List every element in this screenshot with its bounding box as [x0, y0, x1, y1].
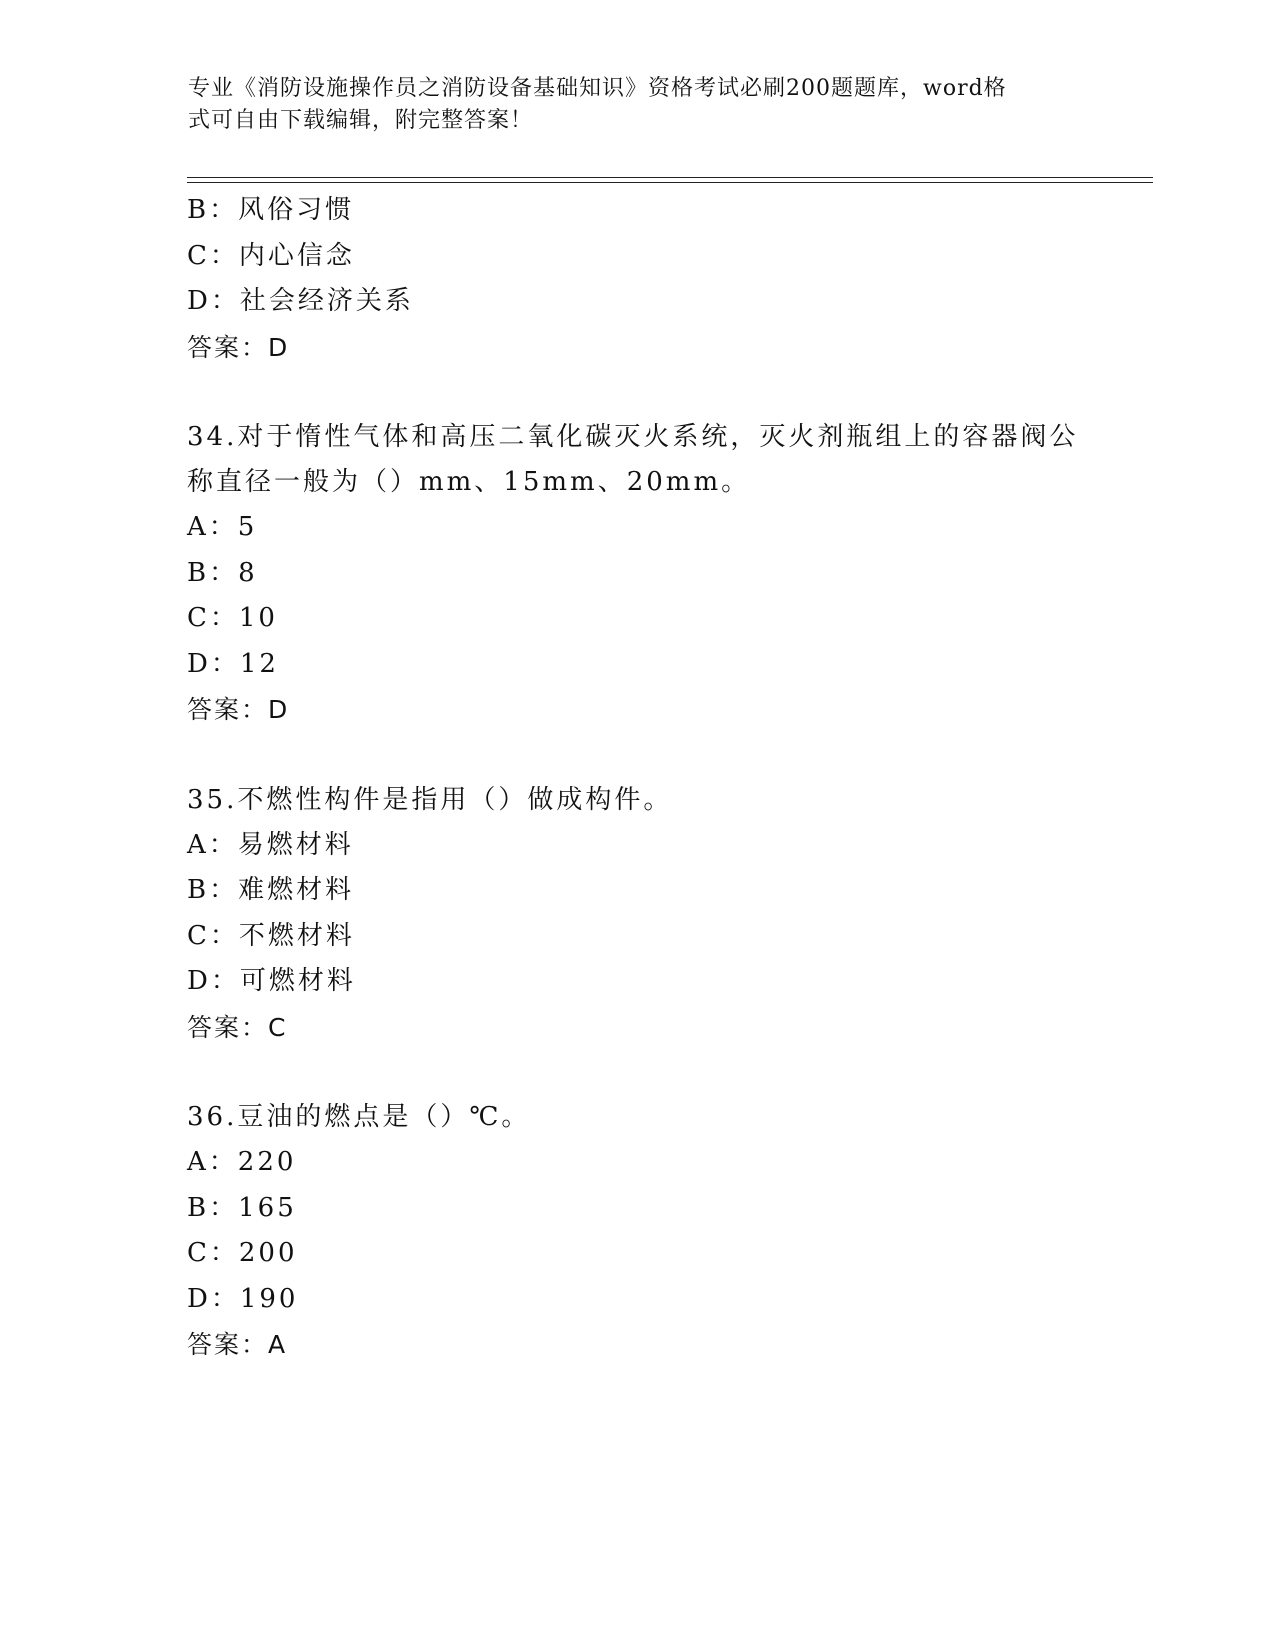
document-header — [188, 73, 1068, 137]
option-d: D：可燃材料 — [187, 966, 356, 996]
option-b: B：难燃材料 — [187, 875, 355, 905]
question-33-tail — [187, 188, 1087, 370]
answer: 答案：A — [187, 1330, 288, 1359]
answer: 答案：C — [187, 1012, 288, 1042]
header-rule-top — [187, 177, 1153, 178]
option-c: C：10 — [187, 603, 278, 633]
question-stem: 36.豆油的燃点是（）℃。 — [187, 1102, 531, 1132]
answer: 答案：D — [187, 695, 290, 724]
spacer — [187, 733, 1087, 778]
option-d: D：190 — [187, 1283, 299, 1314]
spacer — [187, 370, 1087, 415]
option-b: B：165 — [187, 1192, 297, 1223]
option-a: A：5 — [187, 512, 258, 542]
question-36 — [187, 1095, 1087, 1368]
option-c: C：内心信念 — [187, 240, 355, 271]
question-stem: 35.不燃性构件是指用（）做成构件。 — [187, 784, 673, 815]
header-line-1: 专业《消防设施操作员之消防设备基础知识》资格考试必刷200题题库，word格 — [188, 76, 1007, 101]
option-b: B：8 — [187, 557, 258, 588]
option-a: A：易燃材料 — [187, 829, 354, 860]
question-34 — [187, 415, 1087, 733]
option-b: B：风俗习惯 — [187, 195, 355, 225]
question-stem-line-1: 34.对于惰性气体和高压二氧化碳灭火系统，灭火剂瓶组上的容器阀公 — [187, 422, 1079, 452]
header-rule-bottom — [187, 182, 1153, 183]
option-c: C：200 — [187, 1238, 298, 1268]
header-line-2: 式可自由下载编辑，附完整答案！ — [188, 108, 534, 133]
option-c: C：不燃材料 — [187, 920, 355, 951]
question-list — [187, 188, 1087, 1368]
spacer — [187, 1050, 1087, 1095]
question-35 — [187, 778, 1087, 1051]
option-d: D：12 — [187, 648, 279, 679]
answer: 答案：D — [187, 332, 290, 362]
question-stem-line-2: 称直径一般为（）mm、15mm、20mm。 — [187, 467, 751, 497]
option-d: D：社会经济关系 — [187, 286, 414, 316]
option-a: A：220 — [187, 1147, 297, 1177]
